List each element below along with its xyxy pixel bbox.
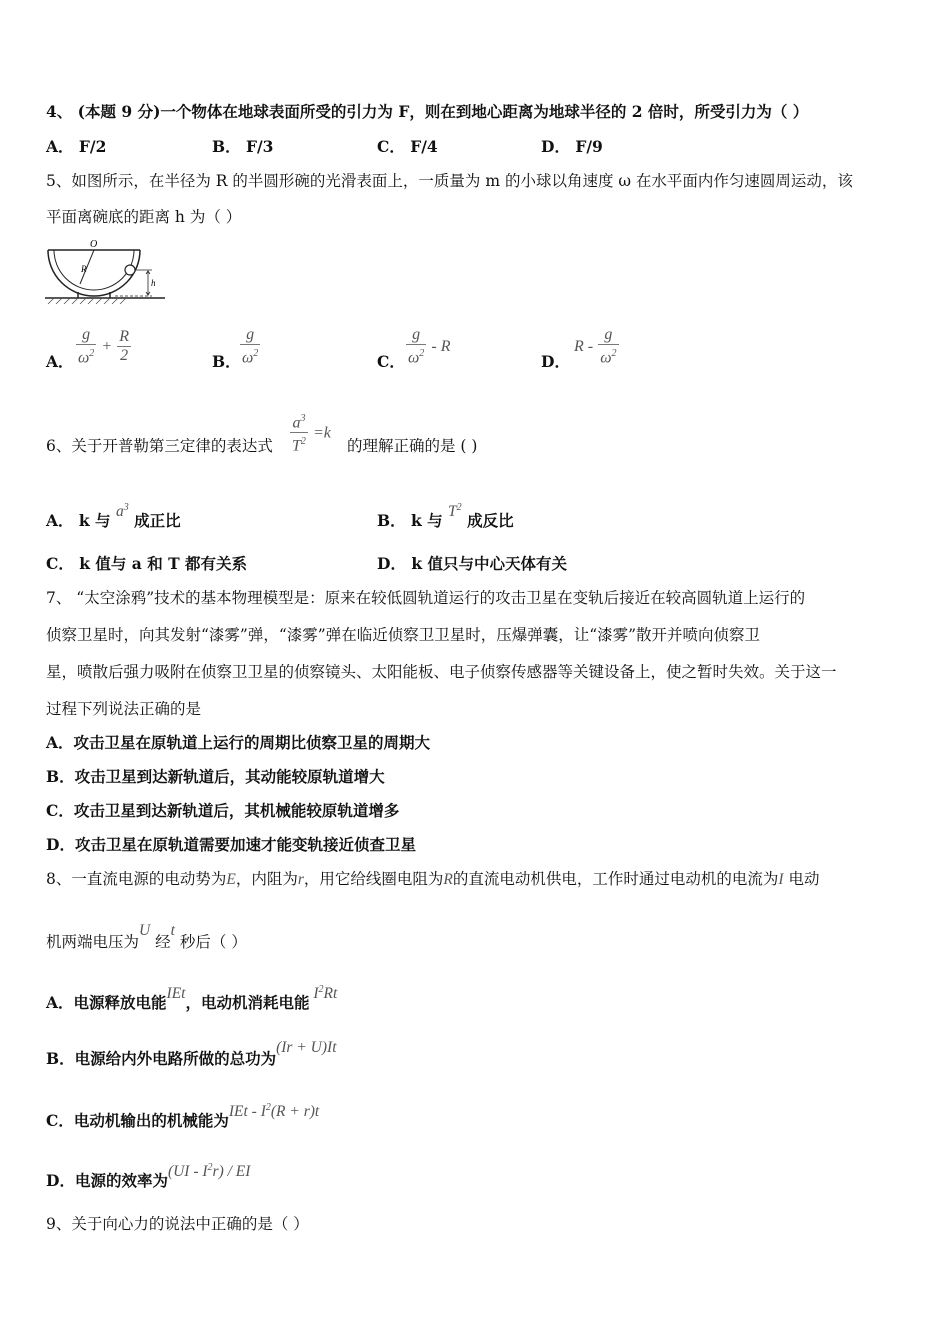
q6-stem-post: 的理解正确的是 ( ) <box>347 437 478 455</box>
q5-label-b: B． <box>212 352 241 371</box>
q7-stem-line4: 过程下列说法正确的是 <box>46 700 202 718</box>
fig-label-h: h <box>151 278 156 288</box>
bowl-figure <box>40 236 170 306</box>
q8-option-b: B．电源给内外电路所做的总功为(Ir + U)It <box>46 1039 337 1068</box>
q5-option-d-formula: R - $\frac{g}{\omega^2}$ <box>574 326 617 367</box>
q8-stem-line2: 机两端电压为U 经t 秒后（ ） <box>46 922 247 951</box>
q4-option-d: D． F/9 <box>541 137 603 156</box>
fig-label-r: R <box>81 264 87 274</box>
q8-option-c: C．电动机输出的机械能为IEt - $I^2(R + r)t$ <box>46 1102 320 1131</box>
q8-stem-line1: 8、一直流电源的电动势为E，内阻为r，用它给线圈电阻为R的直流电动机供电，工作时通过电动机的电流为I 电动 <box>46 870 820 888</box>
q5-label-d: D． <box>541 352 570 371</box>
fig-label-o: O <box>90 239 98 250</box>
q6-option-a: A． k 与 $a^3$ 成正比 <box>46 502 181 531</box>
q9-stem: 9、关于向心力的说法中正确的是（ ） <box>46 1215 309 1233</box>
q7-option-d: D．攻击卫星在原轨道需要加速才能变轨接近侦查卫星 <box>46 835 416 854</box>
q5-option-b-formula: $\frac{g}{\omega^2}$ <box>242 326 259 367</box>
q4-option-b: B． F/3 <box>212 137 274 156</box>
q8-option-d: D．电源的效率为$(UI - I^2r)$ / EI <box>46 1162 251 1191</box>
q4-option-a: A． F/2 <box>46 137 107 156</box>
q5-label-c: C． <box>377 352 405 371</box>
kepler-formula: $\frac{a^3}{T^2}$ =k <box>292 413 331 455</box>
q7-option-a: A．攻击卫星在原轨道上运行的周期比侦察卫星的周期大 <box>46 733 431 752</box>
q8-option-a: A．电源释放电能IEt，电动机消耗电能 $I^2Rt$ <box>46 984 338 1013</box>
q6-stem-pre: 6、关于开普勒第三定律的表达式 <box>46 437 273 455</box>
q4-stem: 4、 (本题 9 分)一个物体在地球表面所受的引力为 F，则在到地心距离为地球半径的 2 倍时，所受引力为（ ） <box>46 102 809 121</box>
q7-stem-line3: 星，喷散后强力吸附在侦察卫卫星的侦察镜头、太阳能板、电子侦察传感器等关键设备上，使之暂时失效。关于这一 <box>46 663 837 681</box>
q5-stem-line2: 平面离碗底的距离 h 为（ ） <box>46 208 242 226</box>
q5-option-a-formula: $\frac{g}{\omega^2}$ + $\frac{R}{2}$ <box>78 326 130 367</box>
q7-option-b: B．攻击卫星到达新轨道后，其动能较原轨道增大 <box>46 767 385 786</box>
q6-option-b: B． k 与 $T^2$ 成反比 <box>377 502 514 531</box>
q5-option-c-formula: $\frac{g}{\omega^2}$ - R <box>408 326 451 367</box>
q5-label-a: A． <box>46 352 74 371</box>
q7-stem-line1: 7、 “太空涂鸦”技术的基本物理模型是：原来在较低圆轨道运行的攻击卫星在变轨后接近在较高圆轨道上运行的 <box>46 589 806 607</box>
q4-option-c: C． F/4 <box>377 137 438 156</box>
q6-option-d: D． k 值只与中心天体有关 <box>377 554 567 573</box>
q7-stem-line2: 侦察卫星时，向其发射“漆雾”弹，“漆雾”弹在临近侦察卫卫星时，压爆弹囊，让“漆雾”散开并喷向侦察卫 <box>46 626 761 644</box>
q7-option-c: C．攻击卫星到达新轨道后，其机械能较原轨道增多 <box>46 801 400 820</box>
q6-option-c: C． k 值与 a 和 T 都有关系 <box>46 554 248 573</box>
q5-stem-line1: 5、如图所示，在半径为 R 的半圆形碗的光滑表面上，一质量为 m 的小球以角速度 ω 在水平面内作匀速圆周运动，该 <box>46 172 853 190</box>
